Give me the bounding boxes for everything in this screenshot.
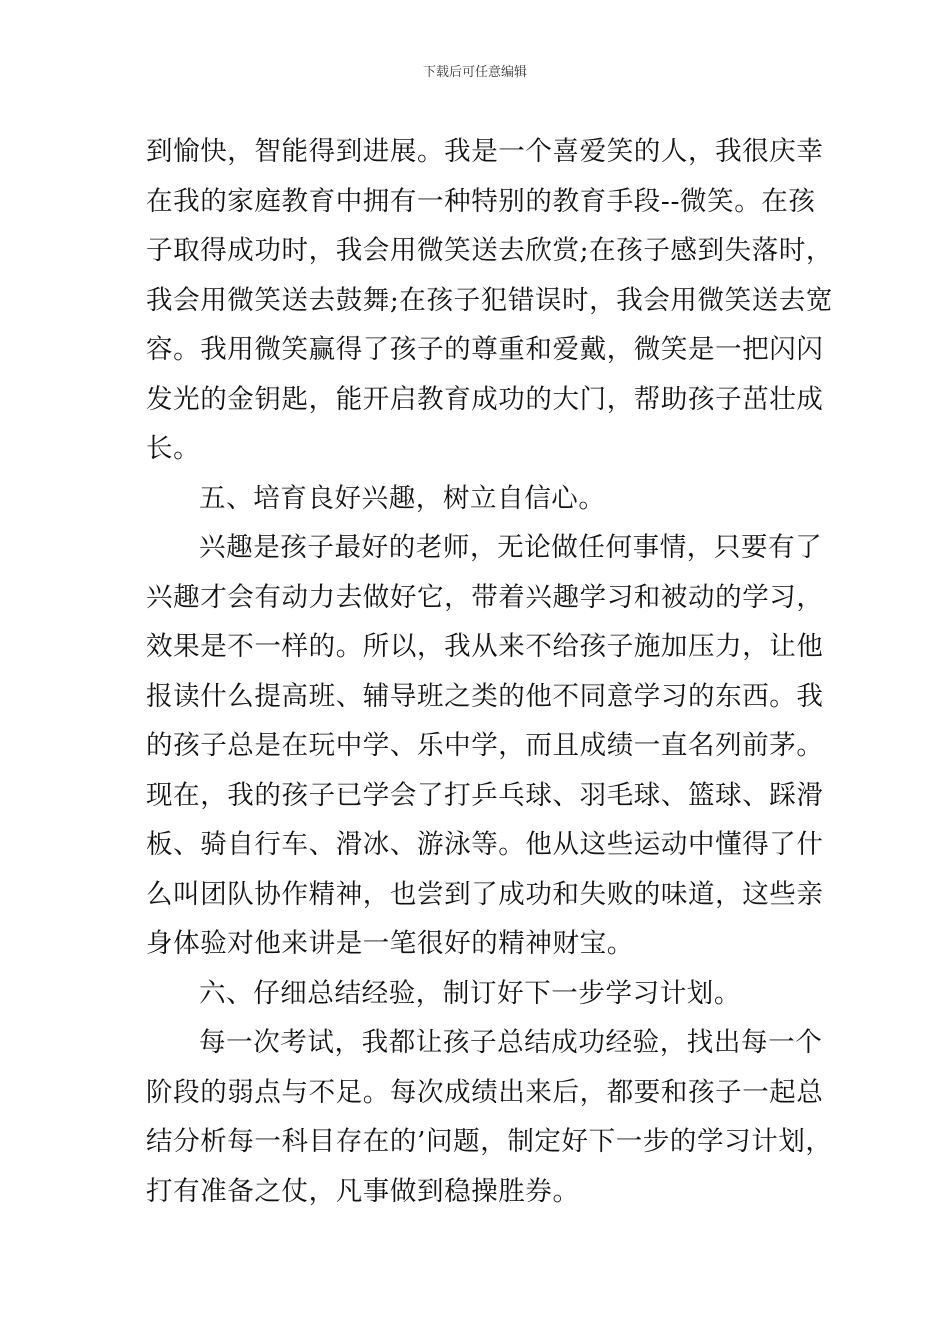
- text-line: 容。我用微笑赢得了孩子的尊重和爱戴，微笑是一把闪闪: [146, 334, 824, 365]
- text-line: 现在，我的孩子已学会了打乒乓球、羽毛球、篮球、踩滑: [146, 779, 824, 811]
- text-line: 报读什么提高班、辅导班之类的他不同意学习的东西。我: [146, 680, 824, 712]
- section-heading-six: 六、仔细总结经验，制订好下一步学习计划。: [199, 977, 741, 1009]
- text-line: 身体验对他来讲是一笔很好的精神财宝。: [146, 928, 634, 959]
- text-line: 我会用微笑送去鼓舞;在孩子犯错误时，我会用微笑送去宽: [146, 284, 834, 316]
- text-line: 子取得成功时，我会用微笑送去欣赏;在孩子感到失落时，: [146, 235, 834, 266]
- document-body: [146, 127, 836, 1216]
- text-line: 长。: [146, 433, 201, 464]
- text-line: 结分析每一科目存在的’问题，制定好下一步的学习计划，: [146, 1126, 833, 1157]
- section-heading-five: 五、培育良好兴趣，树立自信心。: [199, 482, 606, 514]
- text-line: 的孩子总是在玩中学、乐中学，而且成绩一直名列前茅。: [146, 730, 824, 761]
- text-line: 板、骑自行车、滑冰、游泳等。他从这些运动中懂得了什: [146, 829, 824, 860]
- page-header: 下载后可任意编辑: [422, 65, 527, 80]
- text-line: 么叫团队协作精神，也尝到了成功和失败的味道，这些亲: [146, 878, 824, 910]
- paragraph-start: 兴趣是孩子最好的老师，无论做任何事情，只要有了: [199, 532, 823, 563]
- text-line: 兴趣才会有动力去做好它，带着兴趣学习和被动的学习，: [146, 581, 824, 613]
- paragraph-start: 每一次考试，我都让孩子总结成功经验，找出每一个: [199, 1027, 823, 1058]
- text-line: 发光的金钥匙，能开启教育成功的大门，帮助孩子茁壮成: [146, 383, 824, 415]
- text-line: 到愉快，智能得到进展。我是一个喜爱笑的人，我很庆幸: [146, 136, 824, 167]
- text-line: 在我的家庭教育中拥有一种特别的教育手段--微笑。在孩: [146, 185, 816, 217]
- text-line: 效果是不一样的。所以，我从来不给孩子施加压力，让他: [146, 631, 824, 662]
- text-line: 打有准备之仗，凡事做到稳操胜券。: [146, 1175, 580, 1207]
- text-line: 阶段的弱点与不足。每次成绩出来后，都要和孩子一起总: [146, 1076, 824, 1108]
